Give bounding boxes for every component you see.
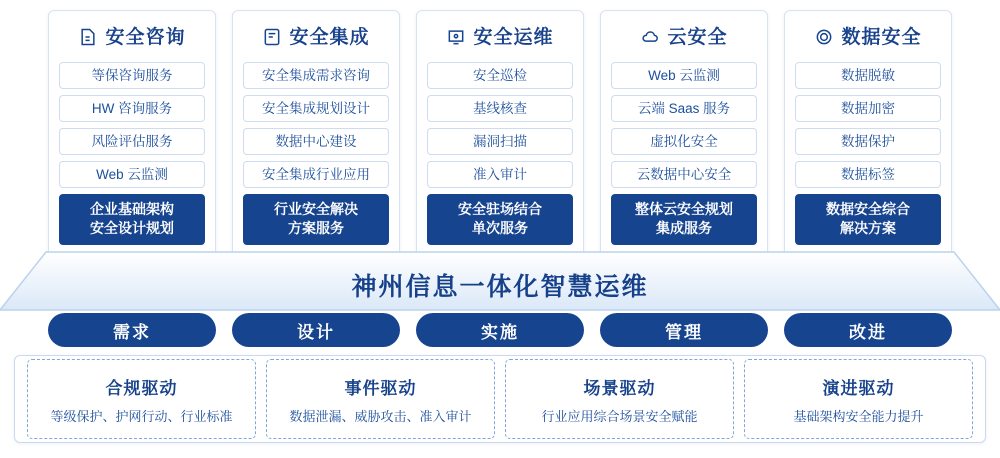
driver-title: 事件驱动: [344, 378, 417, 398]
pillar-card-security-consulting[interactable]: [48, 10, 216, 258]
pillar-item[interactable]: Web 云监测: [611, 62, 757, 89]
pillar-footer-line: 整体云安全规划: [635, 201, 733, 217]
driver-description: 等级保护、护网行动、行业标准: [50, 408, 233, 424]
pillar-footer: [611, 194, 757, 245]
pillar-footer: [59, 194, 205, 245]
data-security-icon: [814, 27, 834, 47]
security-operation-icon: [446, 27, 466, 47]
pillar-header: [427, 21, 573, 53]
pillar-card-security-operation[interactable]: [416, 10, 584, 258]
driver-card-compliance[interactable]: [27, 359, 256, 439]
pillar-card-security-integration[interactable]: [232, 10, 400, 258]
pillar-item[interactable]: 云数据中心安全: [611, 161, 757, 188]
driver-card-evolution[interactable]: [744, 359, 973, 439]
driver-description: 行业应用综合场景安全赋能: [541, 408, 698, 424]
pillar-footer-line: 安全驻场结合: [458, 201, 542, 217]
pillar-footer-line: 集成服务: [656, 219, 712, 236]
platform-banner: [0, 250, 1000, 312]
driver-description: 基础架构安全能力提升: [793, 408, 924, 424]
pillar-item[interactable]: Web 云监测: [59, 161, 205, 188]
pillar-header: [611, 21, 757, 53]
pillar-item[interactable]: 数据加密: [795, 95, 941, 122]
pillar-footer-line: 安全设计规划: [90, 219, 174, 236]
pillar-footer: [243, 194, 389, 245]
pillar-item[interactable]: 虚拟化安全: [611, 128, 757, 155]
pillar-title: 安全运维: [473, 26, 554, 48]
phase-pill-management[interactable]: 管理: [600, 313, 768, 347]
pillar-footer-line: 数据安全综合: [826, 201, 910, 217]
phase-pill-design[interactable]: 设计: [232, 313, 400, 347]
pillar-item[interactable]: 数据中心建设: [243, 128, 389, 155]
driver-title: 场景驱动: [583, 378, 656, 398]
drivers-row: [22, 359, 978, 439]
driver-description: 数据泄漏、威胁攻击、准入审计: [289, 408, 472, 424]
pillar-card-cloud-security[interactable]: [600, 10, 768, 258]
pillar-item[interactable]: 等保咨询服务: [59, 62, 205, 89]
security-integration-icon: [262, 27, 282, 47]
security-consulting-icon: [78, 27, 98, 47]
driver-title: 合规驱动: [105, 378, 178, 398]
pillar-title: 云安全: [667, 26, 728, 48]
pillar-card-data-security[interactable]: [784, 10, 952, 258]
pillar-item[interactable]: 漏洞扫描: [427, 128, 573, 155]
cloud-security-icon: [640, 27, 660, 47]
phase-row: [48, 313, 952, 347]
pillar-item[interactable]: 风险评估服务: [59, 128, 205, 155]
pillar-item[interactable]: 安全巡检: [427, 62, 573, 89]
pillar-row: [48, 10, 952, 258]
driver-card-incident[interactable]: [266, 359, 495, 439]
pillar-item[interactable]: 数据脱敏: [795, 62, 941, 89]
pillar-item[interactable]: HW 咨询服务: [59, 95, 205, 122]
pillar-header: [243, 21, 389, 53]
pillar-footer-line: 方案服务: [288, 219, 344, 236]
pillar-item[interactable]: 安全集成规划设计: [243, 95, 389, 122]
pillar-footer-line: 行业安全解决: [274, 201, 358, 217]
phase-pill-improvement[interactable]: 改进: [784, 313, 952, 347]
pillar-header: [795, 21, 941, 53]
pillar-item[interactable]: 安全集成行业应用: [243, 161, 389, 188]
pillar-item[interactable]: 数据标签: [795, 161, 941, 188]
driver-card-scenario[interactable]: [505, 359, 734, 439]
pillar-footer-line: 解决方案: [840, 219, 896, 236]
pillar-item[interactable]: 准入审计: [427, 161, 573, 188]
pillar-item[interactable]: 安全集成需求咨询: [243, 62, 389, 89]
pillar-footer-line: 企业基础架构: [90, 201, 174, 217]
pillar-footer: [795, 194, 941, 245]
pillar-item[interactable]: 云端 Saas 服务: [611, 95, 757, 122]
pillar-title: 数据安全: [841, 26, 922, 48]
pillar-footer-line: 单次服务: [472, 219, 528, 236]
pillar-header: [59, 21, 205, 53]
phase-pill-implementation[interactable]: 实施: [416, 313, 584, 347]
pillar-footer: [427, 194, 573, 245]
phase-pill-requirement[interactable]: 需求: [48, 313, 216, 347]
pillar-item[interactable]: 基线核查: [427, 95, 573, 122]
pillar-title: 安全咨询: [105, 26, 186, 48]
pillar-item[interactable]: 数据保护: [795, 128, 941, 155]
pillar-title: 安全集成: [289, 26, 370, 48]
driver-title: 演进驱动: [822, 378, 895, 398]
banner-title: 神州信息一体化智慧运维: [351, 273, 649, 301]
